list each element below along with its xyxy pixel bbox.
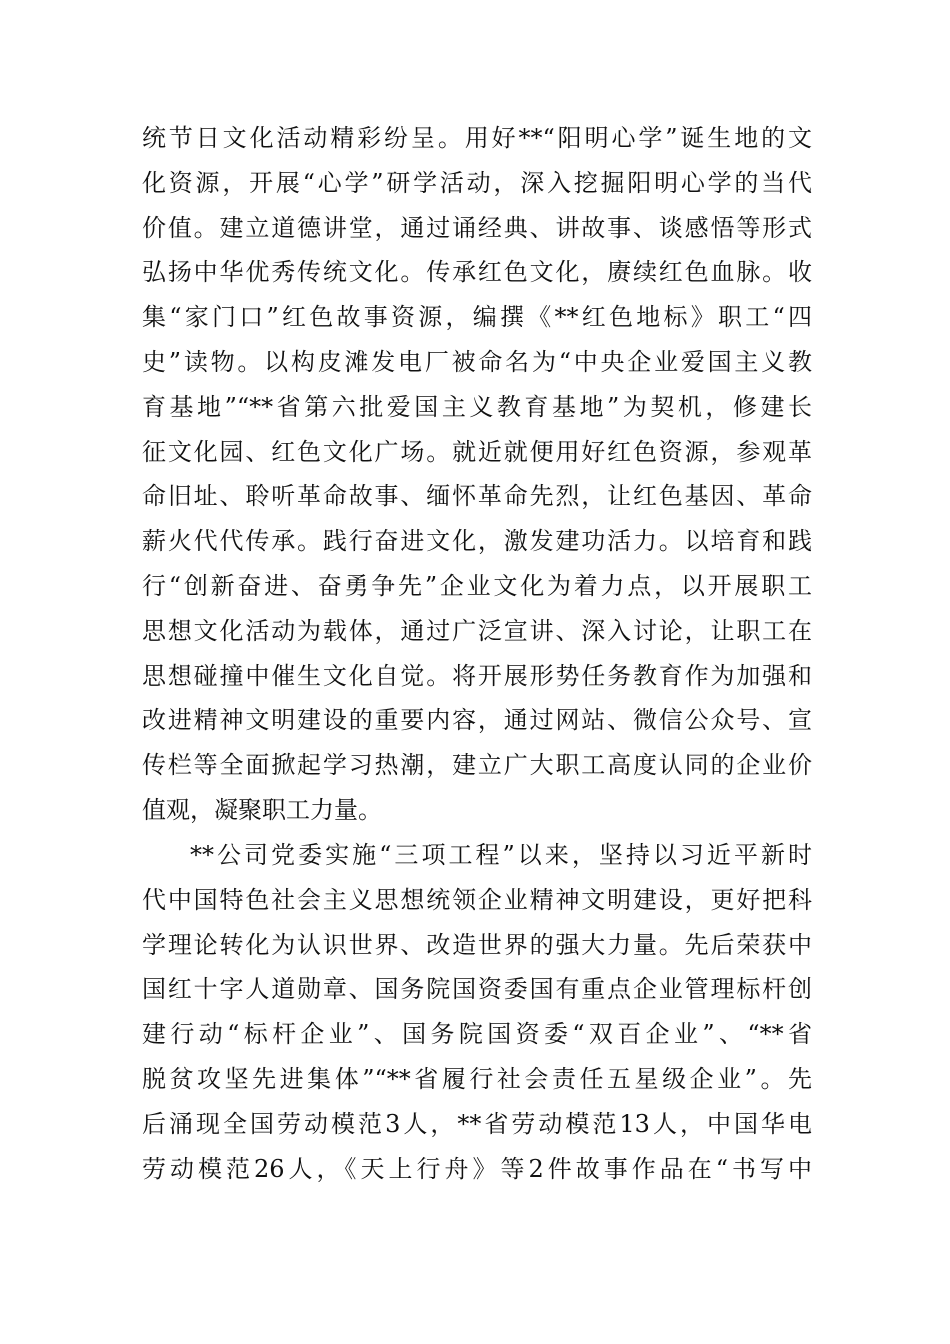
text-line: 命旧址、聆听革命故事、缅怀革命先烈，让红色基因、革命 [142, 482, 812, 511]
text-line: 值观，凝聚职工力量。 [142, 795, 382, 824]
text-line: 化资源，开展“心学”研学活动，深入挖掘阳明心学的当代 [142, 168, 812, 197]
text-line: 劳动模范26人，《天上行舟》等2件故事作品在“书写中 [142, 1154, 812, 1183]
text-line: 脱贫攻坚先进集体”“**省履行社会责任五星级企业”。先 [142, 1064, 812, 1093]
text-line: **公司党委实施“三项工程”以来，坚持以习近平新时 [190, 841, 812, 869]
text-line: 后涌现全国劳动模范3人，**省劳动模范13人，中国华电 [142, 1109, 812, 1138]
text-line: 育基地”“**省第六批爱国主义教育基地”为契机，修建长 [142, 392, 812, 421]
paragraph-company-achievements [142, 833, 812, 1191]
text-line: 改进精神文明建设的重要内容，通过网站、微信公众号、宣 [142, 706, 812, 735]
text-line: 征文化园、红色文化广场。就近就便用好红色资源，参观革 [142, 437, 812, 466]
text-line: 弘扬中华优秀传统文化。传承红色文化，赓续红色血脉。收 [142, 258, 812, 287]
text-line: 学理论转化为认识世界、改造世界的强大力量。先后荣获中 [142, 930, 812, 959]
text-line: 史”读物。以构皮滩发电厂被命名为“中央企业爱国主义教 [142, 347, 812, 376]
text-line: 薪火代代传承。践行奋进文化，激发建功活力。以培育和践 [142, 527, 812, 556]
text-line: 思想碰撞中催生文化自觉。将开展形势任务教育作为加强和 [142, 661, 812, 690]
text-line: 传栏等全面掀起学习热潮，建立广大职工高度认同的企业价 [142, 751, 812, 780]
text-line: 国红十字人道勋章、国务院国资委国有重点企业管理标杆创 [142, 975, 812, 1004]
paragraph-culture-activities [142, 116, 812, 833]
text-line: 思想文化活动为载体，通过广泛宣讲、深入讨论，让职工在 [142, 616, 812, 645]
text-line: 价值。建立道德讲堂，通过诵经典、讲故事、谈感悟等形式 [142, 213, 812, 242]
text-line: 建行动“标杆企业”、国务院国资委“双百企业”、“**省 [142, 1020, 812, 1049]
text-line: 行“创新奋进、奋勇争先”企业文化为着力点，以开展职工 [142, 571, 812, 600]
text-line: 代中国特色社会主义思想统领企业精神文明建设，更好把科 [142, 885, 812, 914]
text-line: 集“家门口”红色故事资源，编撰《**红色地标》职工“四 [142, 303, 812, 332]
text-line: 统节日文化活动精彩纷呈。用好**“阳明心学”诞生地的文 [142, 124, 812, 152]
